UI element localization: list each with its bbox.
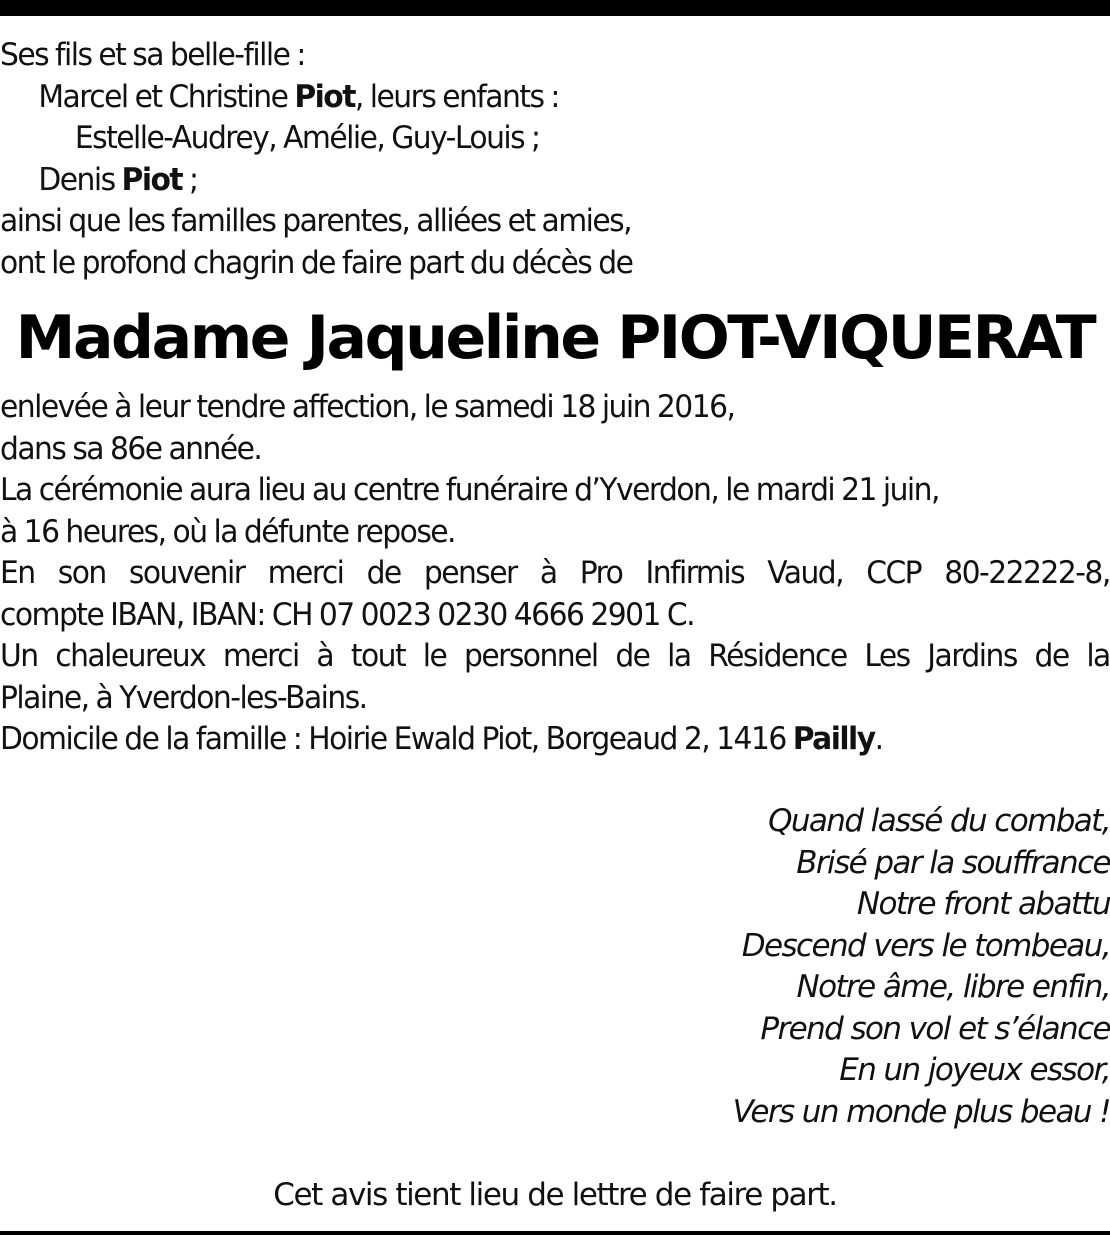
bottom-border-rule — [0, 1231, 1110, 1235]
family-line-grandchildren: Estelle-Audrey, Amélie, Guy-Louis ; — [74, 120, 540, 156]
family-line-denis: Denis Piot ; — [38, 161, 198, 198]
details-line-ceremony-time: à 16 heures, où la défunte repose. — [0, 513, 455, 550]
poem-line: Brisé par la souffrance — [796, 844, 1110, 881]
details-line-date: enlevée à leur tendre affection, le samedi 18 juin 2016, — [0, 389, 735, 425]
poem-line: Notre front abattu — [856, 886, 1110, 922]
family-line-sons: Ses fils et sa belle-fille : — [0, 37, 305, 73]
details-line-age: dans sa 86e année. — [0, 430, 262, 467]
deceased-name-heading: Madame Jaqueline PIOT-VIQUERAT — [15, 303, 1095, 373]
memorial-poem — [470, 801, 1110, 1133]
poem-line: Vers un monde plus beau ! — [732, 1093, 1110, 1130]
poem-line: Quand lassé du combat, — [768, 803, 1110, 839]
poem-line: Notre âme, libre enfin, — [796, 969, 1110, 1005]
details-line-iban: compte IBAN, IBAN: CH 07 0023 0230 4666 2901 C. — [0, 596, 695, 633]
family-line-announcement: ont le profond chagrin de faire part du décès de — [0, 244, 633, 281]
details-line-ceremony: La cérémonie aura lieu au centre funéraire d’Yverdon, le mardi 21 juin, — [0, 472, 939, 508]
details-line-donation: En son souvenir merci de penser à Pro Infirmis Vaud, CCP 80-22222-8, — [0, 555, 1110, 591]
poem-line: Descend vers le tombeau, — [741, 927, 1110, 964]
surname-bold: Piot — [294, 78, 355, 115]
details-line-domicile: Domicile de la famille : Hoirie Ewald Piot, Borgeaud 2, 1416 Pailly. — [0, 721, 883, 757]
family-line-marcel: Marcel et Christine Piot, leurs enfants : — [38, 78, 559, 115]
top-border-rule — [0, 0, 1110, 16]
family-announcement — [0, 35, 1066, 284]
family-line-relatives: ainsi que les familles parentes, alliées et amies, — [0, 203, 632, 239]
details-line-thanks-place: Plaine, à Yverdon-les-Bains. — [0, 679, 367, 716]
surname-bold: Piot — [121, 161, 183, 198]
poem-line: Prend son vol et s’élance — [760, 1010, 1110, 1047]
details-line-thanks: Un chaleureux merci à tout le personnel de la Résidence Les Jardins de la — [0, 638, 1110, 674]
footer-note: Cet avis tient lieu de lettre de faire part. — [273, 1177, 837, 1213]
town-bold: Pailly — [792, 721, 875, 757]
poem-line: En un joyeux essor, — [839, 1052, 1110, 1088]
death-details — [0, 387, 1110, 761]
